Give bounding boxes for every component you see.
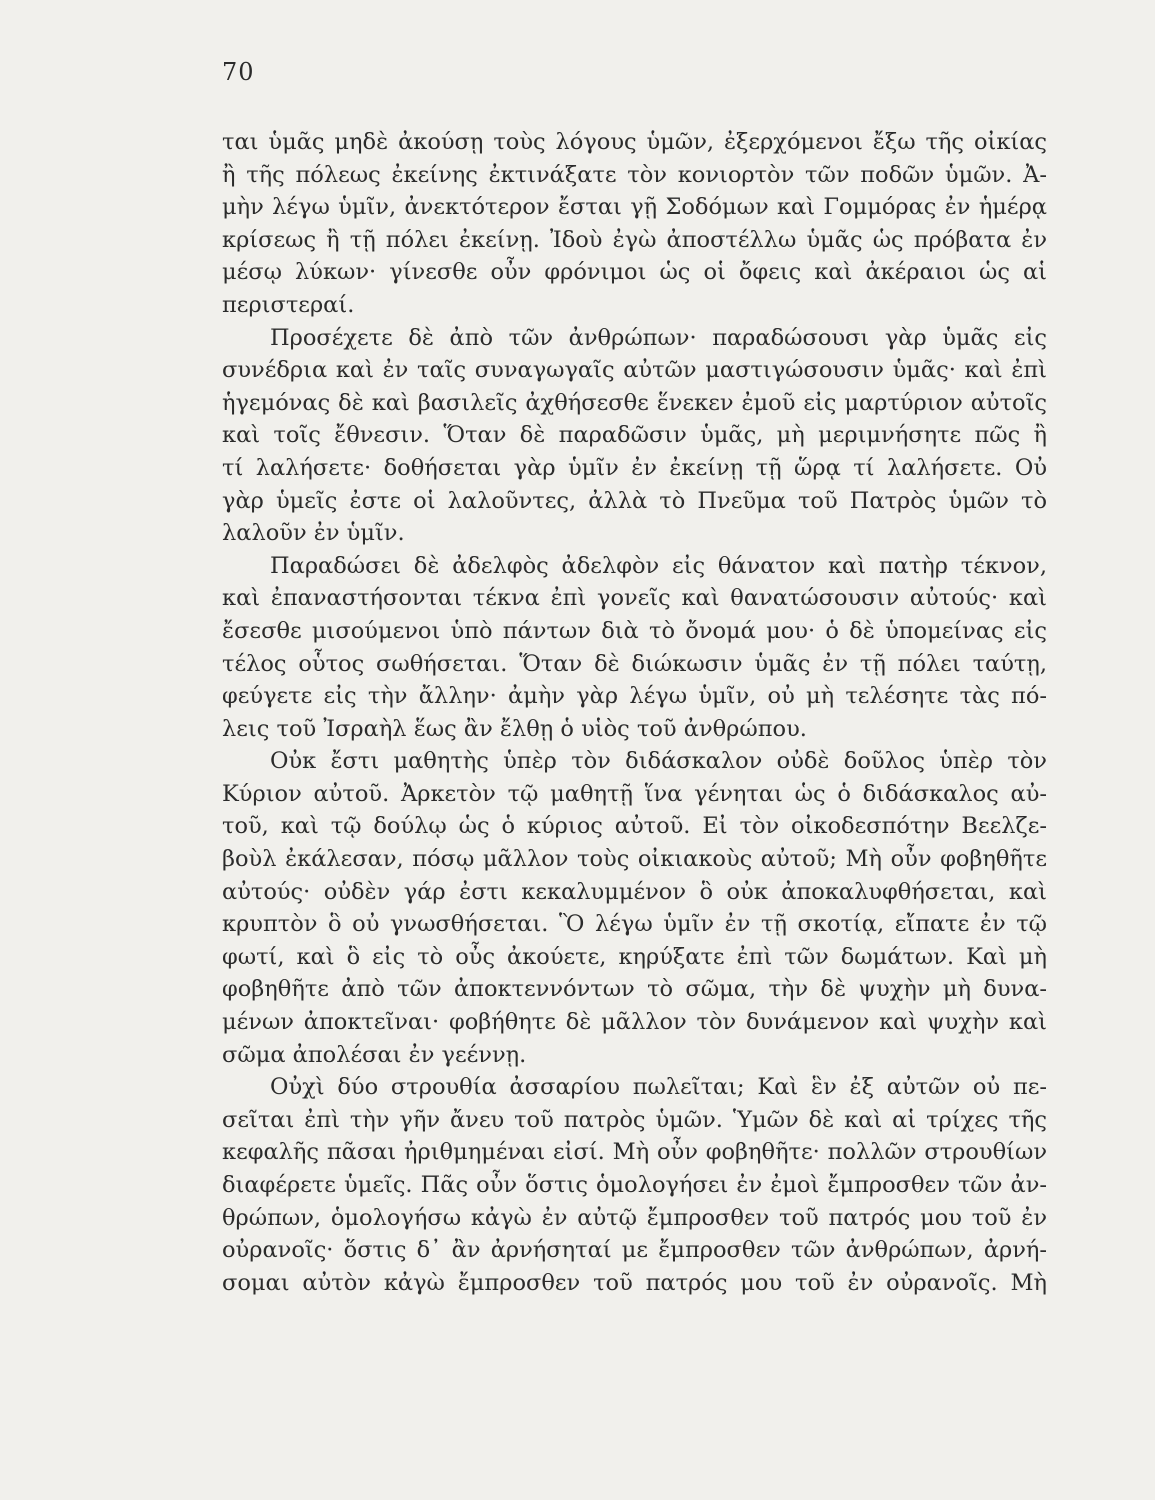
text-line: τί λαλήσετε· δοθήσεται γὰρ ὑμῖν ἐν ἐκείνῃ τῇ ὥρᾳ τί λαλήσετε. Οὐ <box>222 454 1047 481</box>
text-line: βοὺλ ἐκάλεσαν, πόσῳ μᾶλλον τοὺς οἰκιακοὺς αὐτοῦ; Μὴ οὖν φοβηθῆτε <box>222 846 1047 873</box>
page-number: 70 <box>222 58 255 86</box>
text-line: ἔσεσθε μισούμενοι ὑπὸ πάντων διὰ τὸ ὄνομά μου· ὁ δὲ ὑπομείνας εἰς <box>222 617 1047 644</box>
text-line: τέλος οὗτος σωθήσεται. Ὅταν δὲ διώκωσιν ὑμᾶς ἐν τῇ πόλει ταύτῃ, <box>222 650 1047 677</box>
text-line: καὶ ἐπαναστήσονται τέκνα ἐπὶ γονεῖς καὶ θανατώσουσιν αὐτούς· καὶ <box>222 585 1047 612</box>
text-line: κεφαλῆς πᾶσαι ἠριθμημέναι εἰσί. Μὴ οὖν φοβηθῆτε· πολλῶν στρουθίων <box>222 1139 1047 1166</box>
paragraph <box>222 745 1047 1071</box>
text-line: Προσέχετε δὲ ἀπὸ τῶν ἀνθρώπων· παραδώσουσι γὰρ ὑμᾶς εἰς <box>270 324 1047 351</box>
text-line: καὶ τοῖς ἔθνεσιν. Ὅταν δὲ παραδῶσιν ὑμᾶς, μὴ μεριμνήσητε πῶς ἢ <box>222 422 1047 449</box>
paragraph <box>222 550 1047 746</box>
text-line: ἡγεμόνας δὲ καὶ βασιλεῖς ἀχθήσεσθε ἕνεκεν ἐμοῦ εἰς μαρτύριον αὐτοῖς <box>222 389 1047 416</box>
body-text <box>222 126 1047 1299</box>
text-line: σεῖται ἐπὶ τὴν γῆν ἄνευ τοῦ πατρὸς ὑμῶν. Ὑμῶν δὲ καὶ αἱ τρίχες τῆς <box>222 1106 1047 1133</box>
paragraph <box>222 1071 1047 1299</box>
text-line: μένων ἀποκτεῖναι· φοβήθητε δὲ μᾶλλον τὸν δυνάμενον καὶ ψυχὴν καὶ <box>222 1009 1047 1036</box>
text-line: Κύριον αὐτοῦ. Ἀρκετὸν τῷ μαθητῇ ἵνα γένηται ὡς ὁ διδάσκαλος αὐ- <box>222 780 1047 807</box>
text-line: ται ὑμᾶς μηδὲ ἀκούσῃ τοὺς λόγους ὑμῶν, ἐξερχόμενοι ἔξω τῆς οἰκίας <box>222 129 1047 155</box>
text-line: μέσῳ λύκων· γίνεσθε οὖν φρόνιμοι ὡς οἱ ὄφεις καὶ ἀκέραιοι ὡς αἱ <box>222 259 1047 286</box>
text-line: Οὐκ ἔστι μαθητὴς ὑπὲρ τὸν διδάσκαλον οὐδὲ δοῦλος ὑπὲρ τὸν <box>270 748 1047 775</box>
text-line: φωτί, καὶ ὃ εἰς τὸ οὖς ἀκούετε, κηρύξατε ἐπὶ τῶν δωμάτων. Καὶ μὴ <box>222 943 1047 970</box>
text-line: συνέδρια καὶ ἐν ταῖς συναγωγαῖς αὐτῶν μαστιγώσουσιν ὑμᾶς· καὶ ἐπὶ <box>222 357 1047 384</box>
text-line: Παραδώσει δὲ ἀδελφὸς ἀδελφὸν εἰς θάνατον καὶ πατὴρ τέκνον, <box>270 552 1047 579</box>
text-line: μὴν λέγω ὑμῖν, ἀνεκτότερον ἔσται γῇ Σοδόμων καὶ Γομμόρας ἐν ἡμέρᾳ <box>222 194 1047 221</box>
text-line: οὐρανοῖς· ὅστις δ᾽ ἂν ἀρνήσηταί με ἔμπροσθεν τῶν ἀνθρώπων, ἀρνή- <box>222 1237 1047 1264</box>
text-line: γὰρ ὑμεῖς ἐστε οἱ λαλοῦντες, ἀλλὰ τὸ Πνεῦμα τοῦ Πατρὸς ὑμῶν τὸ <box>222 487 1047 514</box>
text-line: Οὐχὶ δύο στρουθία ἀσσαρίου πωλεῖται; Καὶ ἓν ἐξ αὐτῶν οὐ πε- <box>270 1074 1047 1101</box>
text-line: θρώπων, ὁμολογήσω κἀγὼ ἐν αὐτῷ ἔμπροσθεν τοῦ πατρός μου τοῦ ἐν <box>222 1204 1047 1231</box>
text-line: φεύγετε εἰς τὴν ἄλλην· ἀμὴν γὰρ λέγω ὑμῖν, οὐ μὴ τελέσητε τὰς πό- <box>222 683 1047 710</box>
paragraph <box>222 126 1047 322</box>
text-line: σῶμα ἀπολέσαι ἐν γεέννῃ. <box>222 1041 527 1068</box>
text-line: σομαι αὐτὸν κἀγὼ ἔμπροσθεν τοῦ πατρός μου τοῦ ἐν οὐρανοῖς. Μὴ <box>222 1269 1047 1296</box>
text-line: κρίσεως ἢ τῇ πόλει ἐκείνῃ. Ἰδοὺ ἐγὼ ἀποστέλλω ὑμᾶς ὡς πρόβατα ἐν <box>222 226 1047 253</box>
text-line: περιστεραί. <box>222 291 355 318</box>
text-line: λαλοῦν ἐν ὑμῖν. <box>222 520 405 547</box>
text-line: φοβηθῆτε ἀπὸ τῶν ἀποκτεννόντων τὸ σῶμα, τὴν δὲ ψυχὴν μὴ δυνα- <box>222 976 1047 1003</box>
text-line: διαφέρετε ὑμεῖς. Πᾶς οὖν ὅστις ὁμολογήσει ἐν ἐμοὶ ἔμπροσθεν τῶν ἀν- <box>222 1172 1047 1198</box>
paragraph <box>222 322 1047 550</box>
text-line: λεις τοῦ Ἰσραὴλ ἕως ἂν ἔλθῃ ὁ υἱὸς τοῦ ἀνθρώπου. <box>222 715 807 742</box>
text-line: τοῦ, καὶ τῷ δούλῳ ὡς ὁ κύριος αὐτοῦ. Εἰ τὸν οἰκοδεσπότην Βεελζε- <box>222 813 1047 840</box>
text-line: κρυπτὸν ὃ οὐ γνωσθήσεται. Ὃ λέγω ὑμῖν ἐν τῇ σκοτίᾳ, εἴπατε ἐν τῷ <box>222 911 1047 938</box>
text-line: αὐτούς· οὐδὲν γάρ ἐστι κεκαλυμμένον ὃ οὐκ ἀποκαλυφθήσεται, καὶ <box>222 878 1047 905</box>
text-line: ἢ τῆς πόλεως ἐκείνης ἐκτινάξατε τὸν κονιορτὸν τῶν ποδῶν ὑμῶν. Ἀ- <box>222 161 1047 188</box>
